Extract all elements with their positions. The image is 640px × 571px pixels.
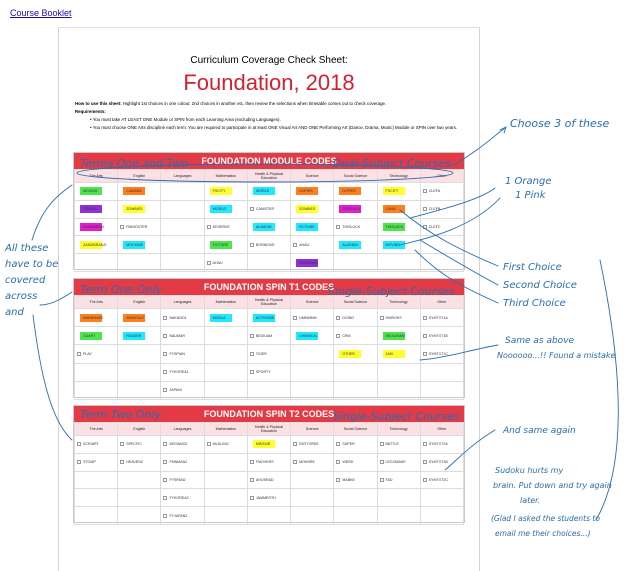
- course-code: CRM: [342, 333, 351, 338]
- course-code: WHATSUC: [126, 315, 145, 320]
- column-header: Technology: [377, 423, 420, 436]
- req-label: Requirements:: [75, 109, 106, 114]
- course-code: SORDAVIE: [299, 260, 318, 265]
- course-code: ALADDIN: [342, 242, 358, 247]
- hw-same-as-above: Same as above: [505, 336, 575, 346]
- hw-sudoku-4: (Glad I asked the students to: [491, 514, 600, 523]
- course-code: ALADDIN: [255, 224, 272, 229]
- course-code: CLEFB: [428, 207, 441, 212]
- course-code: DESERVE: [212, 224, 230, 229]
- course-code: UMMMMM: [299, 315, 317, 320]
- course-code: DOING: [342, 315, 355, 320]
- course-code: THISLUCK: [342, 207, 361, 212]
- arrow-left-top: [32, 185, 72, 240]
- arrow-left-bottom: [33, 315, 72, 440]
- column-header: Health & Physical Education: [247, 423, 290, 436]
- hw-third: Third Choice: [503, 298, 566, 309]
- course-code: TRADPU: [83, 207, 98, 212]
- arrow-second: [420, 240, 498, 285]
- course-code: TIGER: [255, 351, 267, 356]
- hw-dual-subject: Dual-Subject Courses: [333, 157, 451, 170]
- course-code: SUPER: [342, 442, 355, 447]
- column-header: Social Science: [334, 296, 377, 309]
- course-code: EMTYSPAS: [299, 442, 319, 447]
- requirement-2-text: You must choose ONE Arts discipline each term. You are required to participate in at least ONE Visual Art AND ONE Performing Art (Dance, Drama, Music) Module or SPIN over two years.: [92, 125, 458, 130]
- course-code: SYMTXT2B: [428, 460, 448, 465]
- course-booklet-link[interactable]: Course Booklet: [10, 8, 72, 18]
- course-code: CUART: [83, 333, 96, 338]
- course-code: FICTURE: [299, 224, 315, 229]
- course-code: MCKING: [83, 189, 98, 194]
- course-code: BORNDIVE: [255, 242, 275, 247]
- course-code: CLEFA: [428, 189, 441, 194]
- course-code: WORLD: [212, 207, 227, 212]
- course-code: WORLD: [255, 189, 270, 194]
- course-code: MINTAIR: [255, 442, 271, 447]
- requirement-2: • You must choose ONE Arts discipline each term. You are required to participate in at least ONE Visual Art AND ONE Performing Art (Dance, Drama, Music) Module or SPIN over two years.: [90, 125, 458, 130]
- course-code: FYSPIAN: [169, 351, 185, 356]
- table-title: FOUNDATION SPIN T2 CODES: [74, 406, 464, 422]
- how-text: Highlight 1st choices in one colour, 2nd choices in another etc, then review the selections when timetable comes out to check coverage.: [122, 101, 387, 106]
- hw-left-1: All these: [5, 243, 49, 254]
- document-subtitle: Curriculum Coverage Check Sheet:: [190, 55, 348, 66]
- course-code: STOMP: [83, 460, 96, 465]
- hw-term-one: Term One Only: [80, 283, 162, 296]
- column-header: Languages: [161, 423, 204, 436]
- column-header: English: [118, 423, 161, 436]
- course-code: FICTURE: [212, 242, 229, 247]
- course-code: AHAU: [299, 242, 310, 247]
- column-header: English: [118, 296, 161, 309]
- hw-first: First Choice: [503, 262, 562, 273]
- hw-choose-3: Choose 3 of these: [510, 117, 610, 130]
- course-code: CANISTER: [255, 207, 275, 212]
- course-code: DOPIES: [299, 189, 313, 194]
- course-code: HEAVENZ: [126, 460, 143, 465]
- course-code: MLDLING: [212, 442, 229, 447]
- course-code: BATTLE: [385, 442, 399, 447]
- course-code: MOVING: [385, 242, 401, 247]
- course-code: CLEFC: [428, 224, 441, 229]
- course-code: THISLUCK: [342, 224, 361, 229]
- hw-second: Second Choice: [503, 280, 577, 291]
- arrow-sudoku: [596, 260, 618, 520]
- how-label: How to use this sheet:: [75, 101, 122, 106]
- column-header: The Arts: [75, 423, 118, 436]
- course-code: MOSANO2: [169, 442, 188, 447]
- course-code: DOPIES: [342, 189, 356, 194]
- column-header: Mathematics: [204, 423, 247, 436]
- course-code: MODLA: [212, 315, 226, 320]
- course-code: OTHER: [342, 351, 355, 356]
- course-code: CHEMICAL: [299, 333, 318, 338]
- requirement-1-text: You must take AT LEAST ONE Module or SPIN from each Learning Area (excluding Languages).: [92, 117, 281, 122]
- hw-single-subject-2: Single-Subject Courses: [333, 410, 460, 423]
- column-header: Health & Physical Education: [247, 296, 290, 309]
- hw-sudoku-3: later.: [520, 496, 541, 505]
- course-code: NAUMAR: [169, 333, 186, 338]
- course-code: SYMTXT1A: [428, 315, 448, 320]
- hw-term-two: Term Two Only: [80, 408, 162, 421]
- oval-around-header: [77, 164, 453, 182]
- course-code: FMOVERS: [255, 460, 274, 465]
- course-code: AHOSRAD: [255, 477, 274, 482]
- course-code: PLAY: [83, 351, 92, 356]
- course-code: MABKE: [342, 477, 355, 482]
- course-code: FSCITY: [212, 189, 226, 194]
- column-header: English: [118, 170, 161, 183]
- course-code: FMINGSTER: [126, 224, 148, 229]
- course-code: SYMTXT2A: [428, 442, 448, 447]
- course-code: CAMARA: [126, 189, 142, 194]
- requirement-1: • You must take AT LEAST ONE Module or SPIN from each Learning Area (excluding Languages).: [90, 117, 281, 122]
- column-header: Other: [420, 296, 463, 309]
- hw-terms-one-two: Terms One and Two: [80, 157, 189, 170]
- course-code: ACTIVEME: [255, 315, 275, 320]
- arrow-third: [415, 250, 498, 303]
- course-code: SCRIART: [83, 442, 99, 447]
- course-code: FYJAPAN2: [169, 513, 188, 518]
- course-code: ZOMBIES: [299, 207, 316, 212]
- course-code: CANN: [385, 207, 396, 212]
- hw-sudoku-5: email me their choices...): [495, 529, 591, 538]
- course-code: ZOMBIES: [126, 207, 143, 212]
- course-code: MOCKINE: [126, 242, 143, 247]
- column-header: Health & Physical Education: [247, 170, 290, 183]
- arrow-left-mid: [40, 292, 72, 305]
- course-code: THISLUCK: [385, 224, 404, 229]
- course-code: WERD: [342, 460, 354, 465]
- course-code: MARKMAKE: [83, 315, 104, 320]
- course-code: FMNMAN2: [169, 460, 188, 465]
- hw-same-again: And same again: [503, 426, 576, 436]
- hw-sudoku-1: Sudoku hurts my: [495, 466, 564, 475]
- arrow-same-again: [445, 430, 495, 470]
- column-header: Technology: [377, 170, 420, 183]
- course-code: BEDIUAM: [255, 333, 273, 338]
- course-code: ZANZIBRANZI: [83, 242, 107, 247]
- column-header: Social Science: [334, 423, 377, 436]
- course-code: LEGOMAKE: [385, 460, 406, 465]
- course-code: READER: [126, 333, 142, 338]
- course-code: FYKOREA1: [169, 370, 189, 375]
- hw-left-4: across: [5, 291, 38, 302]
- course-code: FYKOREA2: [169, 495, 189, 500]
- hw-single-subject-1: Single-Subject Courses: [328, 285, 455, 298]
- column-header: The Arts: [75, 170, 118, 183]
- course-code: JAMMERTH: [255, 495, 276, 500]
- table-title: FOUNDATION MODULE CODES: [74, 153, 464, 169]
- column-header: Other: [420, 170, 463, 183]
- course-code: SYMTXT2C: [428, 477, 448, 482]
- course-code: JAKI: [385, 351, 394, 356]
- course-code: BEDIUMAM: [385, 333, 405, 338]
- column-header: Science: [291, 423, 334, 436]
- column-header: Science: [291, 296, 334, 309]
- course-code: FAD: [385, 477, 393, 482]
- hw-left-5: and: [5, 307, 24, 318]
- column-header: The Arts: [75, 296, 118, 309]
- hw-left-2: have to be: [5, 259, 59, 270]
- column-header: Other: [420, 423, 463, 436]
- course-code: SPORTY: [255, 370, 271, 375]
- hw-sudoku-2: brain. Put down and try again: [493, 481, 612, 490]
- course-code: ZANZIBRAM: [83, 224, 104, 229]
- hw-orange: 1 Orange: [505, 176, 552, 187]
- course-code: FYSPAN2: [169, 477, 186, 482]
- course-code: NAKANO1: [169, 315, 187, 320]
- course-code: SPECFIC: [126, 442, 142, 447]
- hw-pink: 1 Pink: [515, 190, 546, 201]
- course-code: JAPANI: [169, 388, 182, 393]
- course-code: MONSRE: [299, 460, 315, 465]
- document-title: Foundation, 2018: [183, 70, 355, 95]
- column-header: Languages: [161, 170, 204, 183]
- course-code: SYMTXT1B: [428, 333, 448, 338]
- column-header: Languages: [161, 296, 204, 309]
- table-title: FOUNDATION SPIN T1 CODES: [74, 279, 464, 295]
- course-code: HWROKS: [385, 315, 402, 320]
- course-code: SYMTXT1C: [428, 351, 448, 356]
- course-code: AHAU: [212, 260, 223, 265]
- hw-left-3: covered: [5, 275, 46, 286]
- hw-mistake: Noooooo...!! Found a mistake: [497, 351, 616, 360]
- column-header: Mathematics: [204, 170, 247, 183]
- arrow-choose3: [452, 128, 505, 166]
- column-header: Science: [291, 170, 334, 183]
- course-code: FSCITY: [385, 189, 399, 194]
- column-header: Social Science: [334, 170, 377, 183]
- column-header: Mathematics: [204, 296, 247, 309]
- column-header: Technology: [377, 296, 420, 309]
